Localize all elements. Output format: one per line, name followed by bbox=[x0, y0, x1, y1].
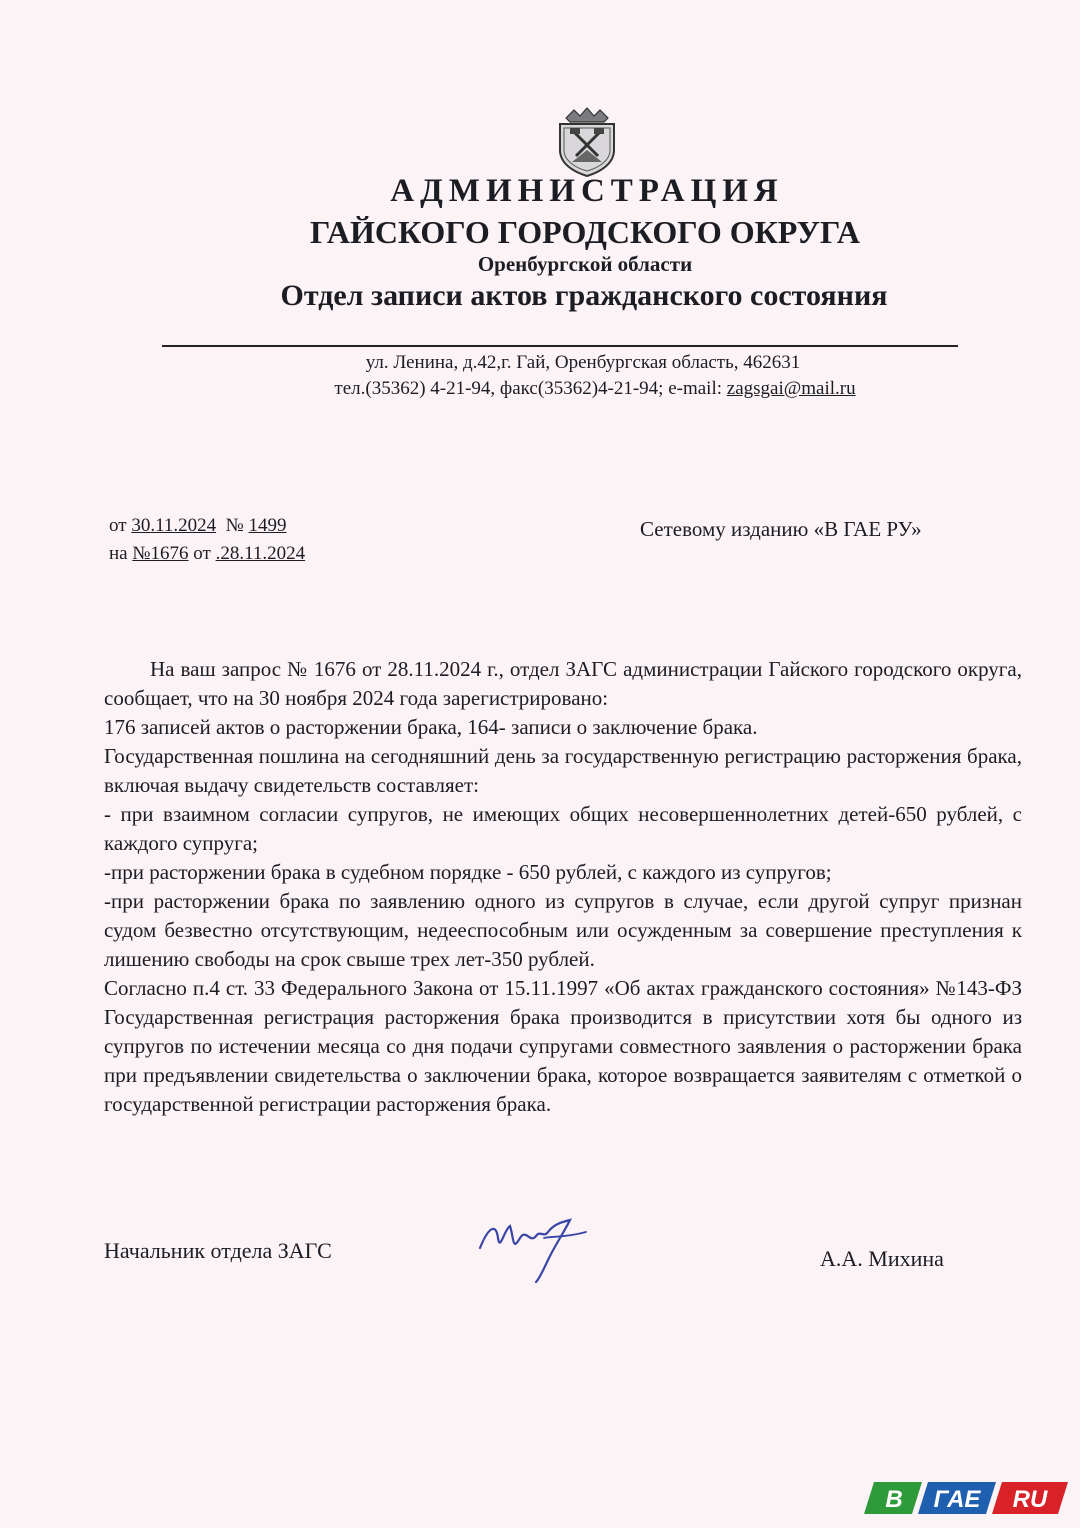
email-link[interactable]: zagsgai@mail.ru bbox=[726, 378, 856, 399]
contacts-text: тел.(35362) 4-21-94, факс(35362)4-21-94; e-mail: bbox=[334, 378, 727, 399]
registration-block bbox=[109, 512, 305, 568]
signatory-name: А.А. Михина bbox=[820, 1246, 944, 1271]
vgae-ru-logo bbox=[864, 1478, 1068, 1518]
paragraph-law: Согласно п.4 ст. 33 Федерального Закона от 15.11.1997 «Об актах гражданского состояния» №143-ФЗ Государственная регистрация расторжения брака производится в присутствии хотя бы одного из супругов по истечении месяца со дня подачи супругами совместного заявления о расторжении брака при предъявлении свидетельства о заключении брака, которое возвращается заявителям с отметкой о государственной регистрации расторжения брака. bbox=[104, 976, 1022, 1116]
handwritten-signature bbox=[474, 1208, 594, 1284]
addressee: Сетевому изданию «В ГАЕ РУ» bbox=[640, 517, 922, 541]
org-title: АДМИНИСТРАЦИЯ bbox=[390, 173, 784, 209]
org-subtitle: ГАЙСКОГО ГОРОДСКОГО ОКРУГА bbox=[309, 214, 861, 250]
reply-number: №1676 bbox=[132, 543, 189, 564]
paragraph-records: 176 записей актов о расторжении брака, 164- записи о заключение брака. bbox=[104, 715, 758, 739]
number-label: № bbox=[225, 515, 244, 536]
letter-body bbox=[104, 655, 1022, 1119]
signatory-position: Начальник отдела ЗАГС bbox=[104, 1238, 332, 1263]
region-line: Оренбургской области bbox=[477, 252, 693, 276]
outgoing-reg-line bbox=[109, 512, 305, 540]
svg-text:RU: RU bbox=[1012, 1486, 1048, 1513]
outgoing-number: 1499 bbox=[248, 515, 287, 536]
reply-label: на bbox=[109, 543, 128, 564]
reply-date: .28.11.2024 bbox=[215, 543, 306, 564]
paragraph-fee-intro: Государственная пошлина на сегодняшний день за государственную регистрацию расторжения брака, включая выдачу свидетельств составляет: bbox=[104, 744, 1022, 797]
department-title: Отдел записи актов гражданского состояния bbox=[280, 279, 888, 312]
paragraph-fee-court: -при расторжении брака в судебном порядке - 650 рублей, с каждого из супругов; bbox=[104, 860, 832, 884]
paragraph-fee-mutual: - при взаимном согласии супругов, не имеющих общих несовершеннолетних детей-650 рублей, с каждого супруга; bbox=[104, 802, 1022, 855]
reply-reg-line bbox=[109, 540, 305, 568]
paragraph-request: На ваш запрос № 1676 от 28.11.2024 г., отдел ЗАГС администрации Гайского городского округа, сообщает, что на 30 ноября 2024 года зарегистрировано: bbox=[104, 657, 1022, 710]
from-label: от bbox=[109, 515, 127, 536]
svg-text:ГАЕ: ГАЕ bbox=[933, 1486, 981, 1513]
svg-text:В: В bbox=[885, 1486, 903, 1513]
contacts-line bbox=[0, 378, 1080, 400]
paragraph-fee-special: -при расторжении брака по заявлению одного из супругов в случае, если другой супруг признан судом безвестно отсутствующим, недееспособным или осужденным за совершение преступления к лишению свободы на срок свыше трех лет-350 рублей. bbox=[104, 889, 1022, 971]
header-divider bbox=[162, 345, 958, 347]
address-line: ул. Ленина, д.42,г. Гай, Оренбургская область, 462631 bbox=[365, 352, 801, 373]
outgoing-date: 30.11.2024 bbox=[131, 515, 217, 536]
coat-of-arms-emblem bbox=[552, 106, 622, 178]
reply-from-label: от bbox=[193, 543, 211, 564]
